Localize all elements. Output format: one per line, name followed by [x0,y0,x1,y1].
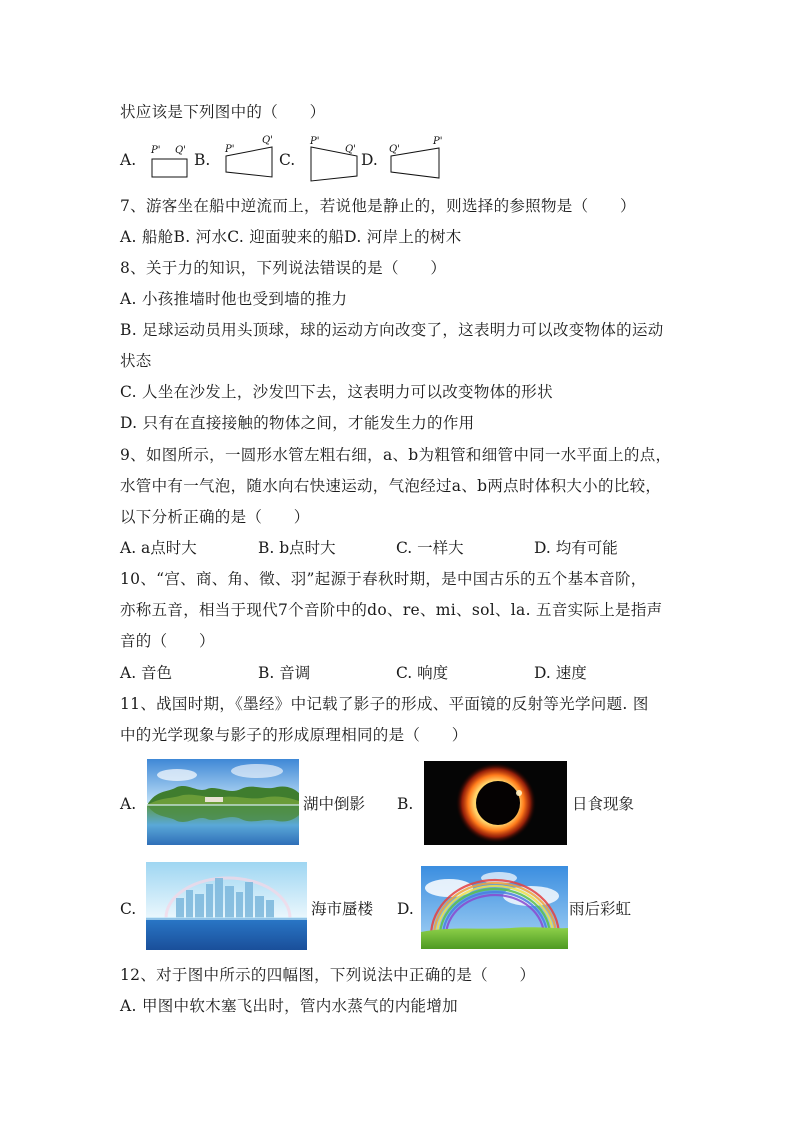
q11-stem-line2: 中的光学现象与影子的形成原理相同的是（ ） [120,726,468,744]
lake-reflection-image [147,759,299,845]
q10-option-a: A. 音色 [120,664,173,682]
q6-a-p-label: P' [151,145,161,156]
q6-option-d-letter: D. [361,151,378,169]
q9-option-c: C. 一样大 [396,539,464,557]
q6-d-q-label: Q' [389,144,400,155]
rainbow-image [421,866,568,949]
q6-c-q-label: Q' [345,144,356,155]
q10-stem-line1: 10、“宫、商、角、徵、羽”起源于春秋时期，是中国古乐的五个基本音阶， [120,570,647,588]
q9-stem-line3: 以下分析正确的是（ ） [120,508,310,526]
q11-option-a-caption: 湖中倒影 [303,795,366,813]
q10-stem-line3: 音的（ ） [120,632,215,650]
q6-a-q-label: Q' [175,145,186,156]
q8-stem: 8、关于力的知识，下列说法错误的是（ ） [120,259,447,277]
q12-option-a: A. 甲图中软木塞飞出时，管内水蒸气的内能增加 [120,997,458,1015]
q11-option-c-caption: 海市蜃楼 [311,900,374,918]
q10-stem-line2: 亦称五音，相当于现代7个音阶中的do、re、mi、sol、la. 五音实际上是指声 [120,601,663,619]
q11-option-d-caption: 雨后彩虹 [569,900,632,918]
q6-option-c-figure [305,132,361,184]
q9-option-d: D. 均有可能 [534,539,618,557]
q9-option-a: A. a点时大 [120,539,197,557]
q11-option-a-letter: A. [120,795,137,813]
q10-option-c: C. 响度 [396,664,449,682]
q11-option-b-caption: 日食现象 [572,795,635,813]
q9-stem-line1: 9、如图所示，一圆形水管左粗右细，a、b为粗管和细管中同一水平面上的点， [120,446,672,464]
q11-option-d-letter: D. [397,900,414,918]
q9-option-b: B. b点时大 [258,539,336,557]
q6-option-a-figure [148,140,190,180]
q7-options: A. 船舱B. 河水C. 迎面驶来的船D. 河岸上的树木 [120,228,462,246]
q6-option-b-figure [222,132,278,182]
q6-option-a-letter: A. [120,151,137,169]
q8-option-a: A. 小孩推墙时他也受到墙的推力 [120,290,348,308]
q6-b-q-label: Q' [262,135,273,146]
q11-option-c-letter: C. [120,900,137,918]
q10-option-b: B. 音调 [258,664,311,682]
q6-option-c-letter: C. [279,151,296,169]
q7-stem: 7、游客坐在船中逆流而上，若说他是静止的，则选择的参照物是（ ） [120,197,636,215]
q6-option-b-letter: B. [194,151,211,169]
q6-option-d-figure [386,132,446,184]
q6-stem-tail: 状应该是下列图中的（ ） [120,103,326,121]
q8-option-c: C. 人坐在沙发上，沙发凹下去，这表明力可以改变物体的形状 [120,383,553,401]
q9-stem-line2: 水管中有一气泡，随水向右快速运动，气泡经过a、b两点时体积大小的比较， [120,477,662,495]
q11-option-b-letter: B. [397,795,414,813]
q6-c-p-label: P' [310,136,320,147]
solar-eclipse-image [424,761,567,845]
q8-option-d: D. 只有在直接接触的物体之间，才能发生力的作用 [120,414,475,432]
q12-stem: 12、对于图中所示的四幅图，下列说法中正确的是（ ） [120,966,536,984]
q8-option-b-line2: 状态 [120,352,152,370]
q11-stem-line1: 11、战国时期，《墨经》中记载了影子的形成、平面镜的反射等光学问题. 图 [120,695,649,713]
q6-b-p-label: P' [225,144,235,155]
q6-d-p-label: P' [433,136,443,147]
q10-option-d: D. 速度 [534,664,587,682]
mirage-image [146,862,307,950]
q8-option-b-line1: B. 足球运动员用头顶球，球的运动方向改变了，这表明力可以改变物体的运动 [120,321,664,339]
